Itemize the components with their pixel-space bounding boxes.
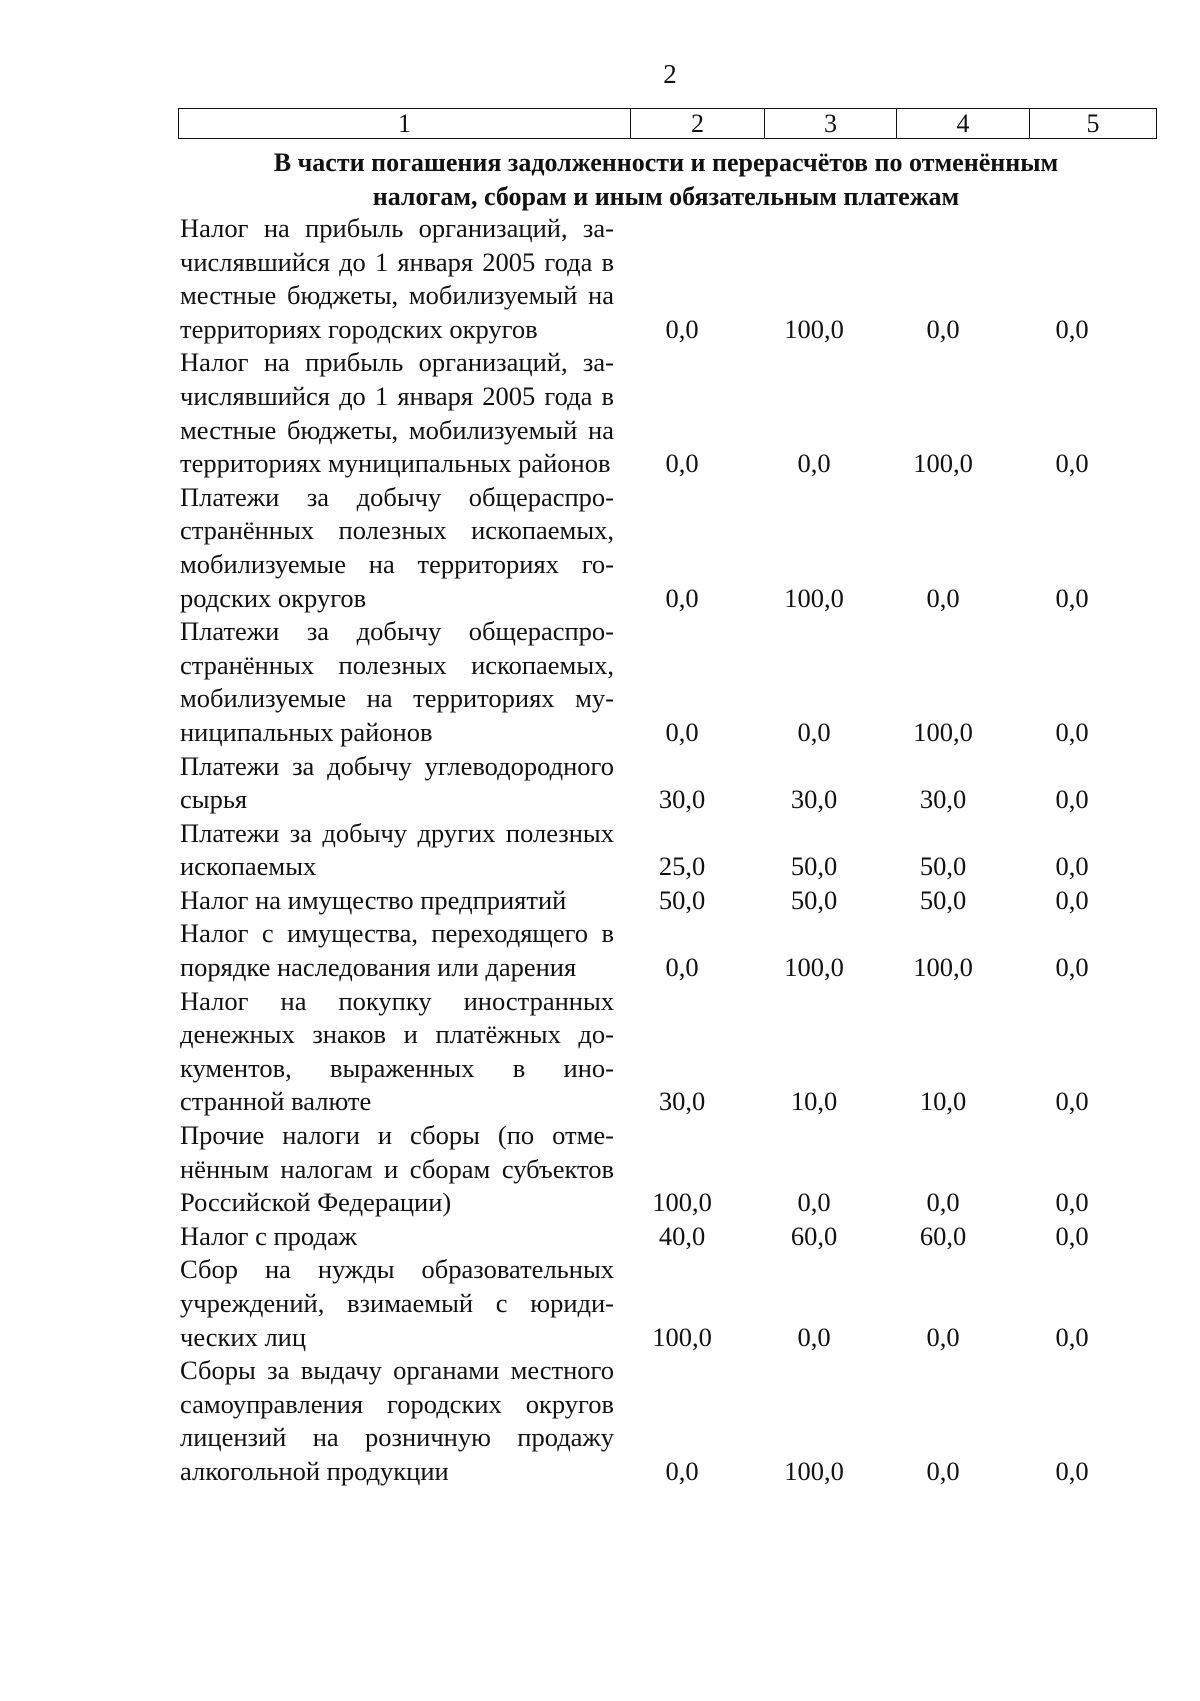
- table-row: [180, 985, 1136, 1119]
- section-heading: [178, 146, 1154, 214]
- row-value-col2: 100,0: [652, 1187, 712, 1218]
- table-row: [180, 1220, 1136, 1254]
- column-number-1: 1: [179, 109, 631, 139]
- table-row: [180, 817, 1136, 884]
- row-value-col2: 100,0: [652, 1321, 712, 1352]
- row-label: Налог на имущество предприятий: [180, 884, 567, 915]
- row-value-col4: 0,0: [926, 1455, 960, 1486]
- row-value-col4: 60,0: [919, 1220, 967, 1251]
- row-label: Платежи за добычу общераспространённых полезных ископаемых, мобилизуемые на территориях муниципальных районов: [180, 616, 614, 747]
- row-label: Платежи за добычу общераспространённых полезных ископаемых, мобилизуемые на территориях городских округов: [180, 481, 614, 613]
- row-value-col3: 0,0: [797, 1321, 831, 1352]
- row-label: Налог на прибыль организаций, зачислявшийся до 1 января 2005 года в местные бюджеты, мобилизуемый на территориях городских округов: [180, 213, 614, 344]
- row-value-col4: 0,0: [926, 1187, 960, 1218]
- tax-distribution-table: [180, 212, 1136, 1489]
- row-value-col3: 100,0: [784, 1455, 844, 1486]
- column-number-2: 2: [631, 109, 765, 139]
- row-label: Платежи за добычу углеводородного сырья: [180, 750, 614, 815]
- row-value-col5: 0,0: [1055, 1086, 1089, 1117]
- row-value-col3: 0,0: [797, 448, 831, 479]
- row-label: Сборы за выдачу органами местного самоуправления городских округов лицензий на розничную продажу алкогольной продукции: [180, 1355, 614, 1486]
- row-value-col4: 50,0: [919, 851, 967, 882]
- table-row: [180, 346, 1136, 480]
- row-value-col4: 0,0: [926, 313, 960, 344]
- row-value-col5: 0,0: [1055, 851, 1089, 882]
- row-value-col4: 100,0: [913, 716, 973, 747]
- row-value-col3: 50,0: [790, 884, 838, 915]
- row-value-col2: 40,0: [658, 1220, 706, 1251]
- row-value-col3: 0,0: [797, 1187, 831, 1218]
- row-value-col2: 0,0: [665, 582, 699, 613]
- column-number-4: 4: [897, 109, 1030, 139]
- table-row: [180, 1354, 1136, 1488]
- table-row: [180, 1119, 1136, 1220]
- row-value-col5: 0,0: [1055, 1321, 1089, 1352]
- row-value-col2: 0,0: [665, 448, 699, 479]
- table-row: [180, 481, 1136, 615]
- column-number-5: 5: [1030, 109, 1157, 139]
- column-number-row: [179, 109, 1157, 139]
- row-value-col5: 0,0: [1055, 582, 1089, 613]
- row-value-col3: 50,0: [790, 851, 838, 882]
- row-value-col3: 10,0: [790, 1086, 838, 1117]
- row-value-col5: 0,0: [1055, 1220, 1089, 1251]
- row-value-col5: 0,0: [1055, 1455, 1089, 1486]
- row-label: Налог с имущества, переходящего в порядке наследования или дарения: [180, 918, 614, 983]
- row-value-col4: 10,0: [919, 1086, 967, 1117]
- row-value-col3: 100,0: [784, 313, 844, 344]
- row-value-col5: 0,0: [1055, 952, 1089, 983]
- row-label: Платежи за добычу других полезных ископаемых: [180, 817, 614, 882]
- table-row: [180, 750, 1136, 817]
- row-value-col4: 0,0: [926, 582, 960, 613]
- row-value-col4: 0,0: [926, 1321, 960, 1352]
- section-heading-line-1: В части погашения задолженности и перерасчётов по отменённым: [273, 148, 1059, 177]
- page-number: 2: [663, 59, 677, 89]
- row-label: Сбор на нужды образовательных учреждений, взимаемый с юридических лиц: [180, 1254, 614, 1352]
- row-label: Прочие налоги и сборы (по отменённым налогам и сборам субъектов Российской Федерации): [180, 1120, 614, 1218]
- row-value-col3: 0,0: [797, 716, 831, 747]
- table-row: [180, 1253, 1136, 1354]
- row-value-col2: 0,0: [665, 313, 699, 344]
- row-value-col3: 100,0: [784, 952, 844, 983]
- column-number-3: 3: [765, 109, 897, 139]
- row-value-col5: 0,0: [1055, 784, 1089, 815]
- table-row: [180, 212, 1136, 346]
- row-value-col5: 0,0: [1055, 448, 1089, 479]
- row-value-col5: 0,0: [1055, 716, 1089, 747]
- row-value-col2: 25,0: [658, 851, 706, 882]
- row-value-col4: 30,0: [919, 784, 967, 815]
- column-number-header: [178, 108, 1157, 139]
- row-label: Налог на покупку иностранных денежных знаков и платёжных документов, выраженных в иностранной валюте: [180, 985, 614, 1117]
- row-value-col3: 100,0: [784, 582, 844, 613]
- row-value-col2: 0,0: [665, 1455, 699, 1486]
- row-value-col3: 30,0: [790, 784, 838, 815]
- section-heading-line-2: налогам, сборам и иным обязательным платежам: [372, 182, 960, 211]
- row-label: Налог с продаж: [180, 1220, 357, 1251]
- row-value-col3: 60,0: [790, 1220, 838, 1251]
- table-row: [180, 917, 1136, 984]
- row-value-col2: 30,0: [658, 784, 706, 815]
- row-value-col2: 50,0: [658, 884, 706, 915]
- row-value-col5: 0,0: [1055, 884, 1089, 915]
- row-value-col2: 0,0: [665, 952, 699, 983]
- row-value-col4: 100,0: [913, 448, 973, 479]
- row-value-col2: 0,0: [665, 716, 699, 747]
- row-value-col5: 0,0: [1055, 1187, 1089, 1218]
- row-label: Налог на прибыль организаций, зачислявшийся до 1 января 2005 года в местные бюджеты, мобилизуемый на территориях муниципальных районов: [180, 347, 614, 479]
- table-row: [180, 884, 1136, 918]
- row-value-col4: 50,0: [919, 884, 967, 915]
- table-row: [180, 615, 1136, 749]
- row-value-col4: 100,0: [913, 952, 973, 983]
- row-value-col5: 0,0: [1055, 313, 1089, 344]
- row-value-col2: 30,0: [658, 1086, 706, 1117]
